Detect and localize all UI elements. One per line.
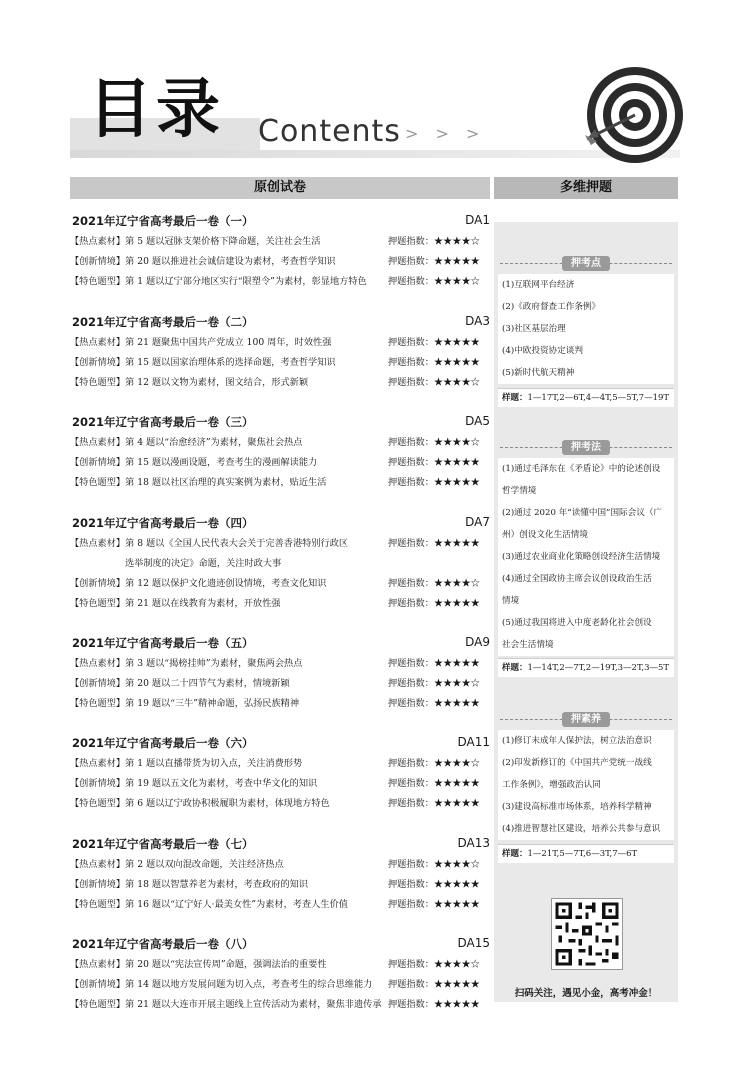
paper-point-row [70,654,490,674]
paper-section [70,210,490,311]
page-header [0,0,750,170]
paper-point-row [70,955,490,975]
paper-page-code: DA1 [465,213,490,227]
paper-page-code: DA11 [457,735,490,749]
predict-rating: 押题指数：★★★★★ [388,356,480,368]
paper-point-row [70,333,490,353]
point-text-continuation: 选举制度的决定》命题，关注时政大事 [125,557,282,569]
papers-list [70,210,490,1034]
point-text: 【创新情境】第 15 题以国家治理体系的选择命题，考查哲学知识 [70,356,336,368]
point-text: 【热点素材】第 2 题以双向混改命题，关注经济热点 [70,858,284,870]
point-text: 【热点素材】第 21 题聚焦中国共产党成立 100 周年，时效性强 [70,336,332,348]
predict-item: (4)中欧投资协定谈判 [502,346,583,356]
point-text: 【热点素材】第 1 题以直播带货为切入点，关注消费形势 [70,758,303,769]
point-text: 【创新情境】第 19 题以五文化为素材，考查中华文化的知识 [70,778,318,789]
paper-title-row[interactable] [70,732,490,750]
paper-page-code: DA3 [465,313,490,328]
paper-title-row[interactable] [70,632,490,650]
point-text: 【特色题型】第 18 题以社区治理的真实案例为素材，贴近生活 [70,477,327,488]
point-text: 【特色题型】第 21 题以大连市开展主题线上宣传活动为素材，聚焦非遗传承 [70,999,382,1010]
qr-caption: 扫码关注，遇见小金，高考冲金！ [514,988,658,999]
predict-rating: 押题指数：★★★★★ [388,336,480,348]
predict-item: (5)通过我国将进入中度老龄化社会创设 [502,618,652,628]
predict-item: (3)社区基层治理 [502,324,566,334]
predict-item: (3)建设高标准市场体系，培养科学精神 [502,802,652,812]
predict-rating: 押题指数：★★★★★ [388,697,480,709]
box-items [498,730,674,840]
point-text: 【创新情境】第 20 题以二十四节气为素材，情境新颖 [70,677,290,689]
paper-title-row[interactable] [70,311,490,329]
predict-item: (3)通过农业商业化策略创设经济生活情境 [502,552,661,562]
point-text: 【创新情境】第 12 题以保护文化遗迹创设情境，考查文化知识 [70,577,327,589]
point-text: 【特色题型】第 12 题以文物为素材，图文结合，形式新颖 [70,376,309,388]
predict-rating: 押题指数：★★★★★ [388,597,480,609]
predict-item-continuation: 工作条例》，增强政治认同 [502,780,601,790]
paper-title-row[interactable] [70,411,490,429]
point-text: 【创新情境】第 15 题以漫画设题，考查考生的漫画解读能力 [70,457,318,468]
predict-rating: 押题指数：★★★★★ [388,657,480,669]
page-title: 目录 [88,72,224,147]
box-items [498,274,674,384]
predict-item-continuation: 州）创设文化生活情境 [502,530,588,540]
predict-rating: 押题指数：★★★★★ [388,878,480,890]
paper-title: 2021年辽宁省高考最后一卷（三） [72,415,254,429]
paper-point-row [70,694,490,714]
paper-section [70,512,490,632]
predict-rating: 押题指数：★★★★☆ [388,376,480,388]
paper-section [70,632,490,733]
paper-point-row [70,433,490,453]
sample-label: 样题： [502,663,528,673]
paper-point-row [70,875,490,895]
paper-title: 2021年辽宁省高考最后一卷（二） [72,314,254,329]
predict-rating: 押题指数：★★★★★ [388,778,480,789]
paper-title-row[interactable] [70,933,490,951]
predict-rating: 押题指数：★★★★☆ [388,437,480,448]
paper-section [70,732,490,833]
multi-predict-header: 多维押题 [494,177,678,199]
predict-item-continuation: 哲学情境 [502,486,537,496]
predict-item-continuation: 社会生活情境 [502,640,554,650]
point-text: 【特色题型】第 1 题以辽宁部分地区实行“限塑令”为素材，彰显地方特色 [70,276,367,287]
sample-questions [498,388,674,407]
paper-title-row[interactable] [70,210,490,228]
predict-rating: 押题指数：★★★★★ [388,979,480,990]
sample-questions [498,658,674,677]
qr-code-icon[interactable] [551,898,623,970]
predict-rating: 押题指数：★★★★★ [388,999,480,1010]
paper-point-row [70,453,490,473]
sample-label: 样题： [502,849,528,859]
original-papers-header: 原创试卷 [70,177,490,199]
paper-title-row[interactable] [70,833,490,851]
paper-point-row [70,975,490,995]
paper-point-row [70,252,490,272]
point-text: 【热点素材】第 20 题以“宪法宣传周”命题，强调法治的重要性 [70,959,327,970]
paper-title: 2021年辽宁省高考最后一卷（一） [72,214,254,228]
sample-text: 1—21T,5—7T,6—3T,7—6T [527,849,638,859]
sample-text: 1—14T,2—7T,2—19T,3—2T,3—5T [527,663,670,673]
paper-page-code: DA13 [457,835,490,850]
predict-rating: 押题指数：★★★★☆ [388,858,480,870]
paper-point-row [70,674,490,694]
point-text: 【特色题型】第 6 题以辽宁政协积极履职为素材，体现地方特色 [70,798,330,809]
paper-page-code: DA15 [457,936,490,950]
point-text: 【特色题型】第 16 题以“辽宁好人·最美女性”为素材，考查人生价值 [70,898,348,910]
predict-item: (1)修订未成年人保护法，树立法治意识 [502,736,652,746]
predict-item: (4)推进智慧社区建设，培养公共参与意识 [502,824,661,834]
point-text: 【热点素材】第 4 题以“治愈经济”为素材，聚焦社会热点 [70,437,303,448]
predict-rating: 押题指数：★★★★☆ [388,677,480,689]
predict-rating: 押题指数：★★★★☆ [388,758,480,769]
predict-sidebar [494,222,678,1002]
paper-page-code: DA9 [465,634,490,649]
paper-point-row [70,855,490,875]
box-tag: 押考法 [562,440,610,455]
sample-text: 1—17T,2—6T,4—4T,5—5T,7—19T [527,393,670,403]
target-icon [585,65,685,165]
predict-item-continuation: 情境 [502,596,520,606]
paper-section [70,933,490,1034]
predict-item: (2)《政府督查工作条例》 [502,302,601,312]
box-tag: 押素养 [562,712,610,727]
point-text: 【特色题型】第 19 题以“三牛”精神命题，弘扬民族精神 [70,697,300,709]
predict-rating: 押题指数：★★★★★ [388,256,480,267]
predict-item: (4)通过全国政协主席会议创设政治生活 [502,574,652,584]
point-text: 【热点素材】第 5 题以冠脉支架价格下降命题，关注社会生活 [70,236,321,247]
predict-rating: 押题指数：★★★★★ [388,537,480,549]
predict-rating: 押题指数：★★★★★ [388,898,480,910]
paper-point-row [70,594,490,614]
point-text: 【热点素材】第 8 题以《全国人民代表大会关于完善香港特别行政区 [70,537,349,549]
arrows-decoration: > > > [405,124,486,143]
predict-item: (1)互联网平台经济 [502,280,575,290]
point-text: 【创新情境】第 20 题以推进社会诚信建设为素材，考查哲学知识 [70,256,336,267]
predict-rating: 押题指数：★★★★☆ [388,276,480,287]
predict-item: (5)新时代航天精神 [502,368,575,378]
box-tag: 押考点 [562,256,610,271]
paper-section [70,311,490,412]
paper-point-row [70,373,490,393]
page-subtitle: Contents [258,114,401,149]
predict-item: (2)通过 2020 年“读懂中国”国际会议（广 [502,508,663,518]
paper-point-row [70,534,490,554]
paper-title-row[interactable] [70,512,490,530]
point-text: 【创新情境】第 14 题以地方发展问题为切入点，考查考生的综合思维能力 [70,979,373,990]
predict-rating: 押题指数：★★★★★ [388,798,480,809]
paper-title: 2021年辽宁省高考最后一卷（七） [72,836,254,851]
paper-point-row [70,232,490,252]
predict-item: (1)通过毛泽东在《矛盾论》中的论述创设 [502,464,661,474]
paper-point-row [70,995,490,1015]
sample-questions [498,844,674,863]
paper-point-row [70,353,490,373]
paper-point-row [70,895,490,915]
paper-section [70,411,490,512]
paper-point-row [70,794,490,814]
paper-page-code: DA7 [465,514,490,529]
paper-title: 2021年辽宁省高考最后一卷（四） [72,515,254,530]
predict-rating: 押题指数：★★★★☆ [388,577,480,589]
paper-point-row [70,574,490,594]
box-items [498,458,674,656]
paper-section [70,833,490,934]
paper-title: 2021年辽宁省高考最后一卷（八） [72,937,254,951]
point-text: 【特色题型】第 21 题以在线教育为素材，开放性强 [70,597,281,609]
paper-title: 2021年辽宁省高考最后一卷（五） [72,635,254,650]
paper-point-row [70,754,490,774]
paper-page-code: DA5 [465,414,490,428]
predict-rating: 押题指数：★★★★★ [388,457,480,468]
sample-label: 样题： [502,393,528,403]
predict-rating: 押题指数：★★★★☆ [388,959,480,970]
paper-point-row [70,774,490,794]
paper-title: 2021年辽宁省高考最后一卷（六） [72,736,254,750]
point-text: 【创新情境】第 18 题以智慧养老为素材，考查政府的知识 [70,878,309,890]
point-text: 【热点素材】第 3 题以“揭榜挂帅”为素材，聚焦两会热点 [70,657,303,669]
paper-point-row-continuation [70,554,490,574]
predict-item: (2)印发新修订的《中国共产党统一战线 [502,758,652,768]
paper-point-row [70,272,490,292]
predict-rating: 押题指数：★★★★★ [388,477,480,488]
paper-point-row [70,473,490,493]
predict-rating: 押题指数：★★★★☆ [388,236,480,247]
